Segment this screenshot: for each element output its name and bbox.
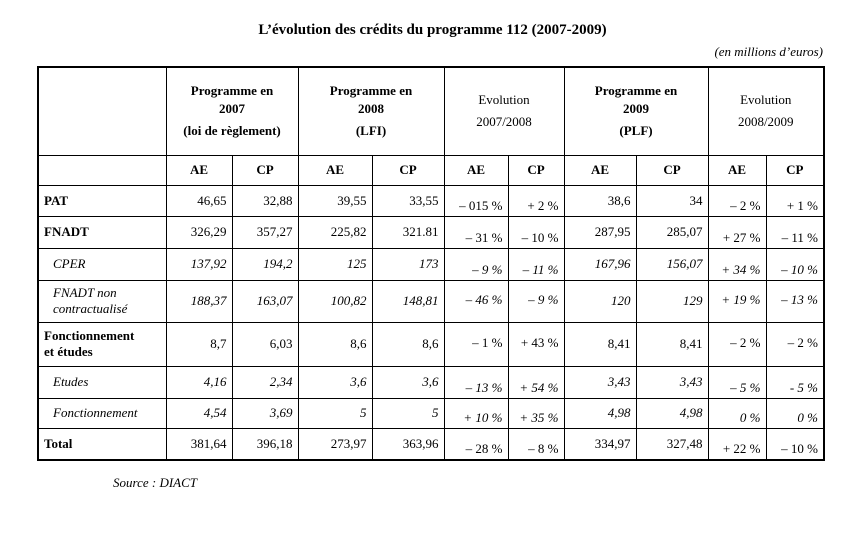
- cell: 125: [298, 248, 372, 280]
- cell: – 015 %: [444, 185, 508, 216]
- table-row: [38, 280, 824, 322]
- sub-header-cell: AE: [166, 155, 232, 185]
- cell: 188,37: [166, 280, 232, 322]
- cell: 8,7: [166, 322, 232, 366]
- header-row-sub: [38, 155, 824, 185]
- cell: 3,6: [372, 366, 444, 398]
- cell: + 22 %: [708, 428, 766, 460]
- table-title: L’évolution des crédits du programme 112 (2007-2009): [258, 22, 607, 38]
- cell: 33,55: [372, 185, 444, 216]
- cell: 34: [636, 185, 708, 216]
- cell: 327,48: [636, 428, 708, 460]
- cell: 321.81: [372, 216, 444, 248]
- sub-header-cell: AE: [708, 155, 766, 185]
- header-programme-2009: Programme en 2009 (PLF): [564, 67, 708, 155]
- table-row: [38, 248, 824, 280]
- sub-header-cell: AE: [298, 155, 372, 185]
- cell: 0 %: [766, 398, 824, 428]
- sub-header-cell: CP: [766, 155, 824, 185]
- cell: 4,54: [166, 398, 232, 428]
- cell: + 19 %: [708, 280, 766, 322]
- header-evolution-2007-2008: Evolution 2007/2008: [444, 67, 564, 155]
- cell: – 13 %: [766, 280, 824, 322]
- header-evolution-2008-2009: Evolution 2008/2009: [708, 67, 824, 155]
- cell: 120: [564, 280, 636, 322]
- cell: 8,41: [636, 322, 708, 366]
- cell: 6,03: [232, 322, 298, 366]
- cell: 46,65: [166, 185, 232, 216]
- credits-table: [37, 66, 825, 461]
- cell: 3,69: [232, 398, 298, 428]
- table-row: [38, 366, 824, 398]
- cell: + 35 %: [508, 398, 564, 428]
- cell: – 9 %: [508, 280, 564, 322]
- cell: – 8 %: [508, 428, 564, 460]
- sub-header-cell: AE: [444, 155, 508, 185]
- cell: 3,43: [636, 366, 708, 398]
- sub-header-cell: AE: [564, 155, 636, 185]
- cell: 38,6: [564, 185, 636, 216]
- cell: – 9 %: [444, 248, 508, 280]
- cell: 8,6: [298, 322, 372, 366]
- cell: 194,2: [232, 248, 298, 280]
- cell: – 5 %: [708, 366, 766, 398]
- unit-note: (en millions d’euros): [714, 44, 823, 59]
- cell: + 34 %: [708, 248, 766, 280]
- sub-header-cell: CP: [508, 155, 564, 185]
- cell: 4,16: [166, 366, 232, 398]
- row-label: Etudes: [38, 366, 166, 398]
- cell: 32,88: [232, 185, 298, 216]
- row-label: FNADT: [38, 216, 166, 248]
- cell: – 2 %: [766, 322, 824, 366]
- sub-header-cell: CP: [232, 155, 298, 185]
- cell: 396,18: [232, 428, 298, 460]
- cell: + 10 %: [444, 398, 508, 428]
- cell: + 1 %: [766, 185, 824, 216]
- cell: 273,97: [298, 428, 372, 460]
- sub-corner-cell: [38, 155, 166, 185]
- cell: – 13 %: [444, 366, 508, 398]
- cell: 357,27: [232, 216, 298, 248]
- cell: 363,96: [372, 428, 444, 460]
- table-row: [38, 322, 824, 366]
- source-note: Source : DIACT: [113, 475, 198, 490]
- cell: 326,29: [166, 216, 232, 248]
- cell: 163,07: [232, 280, 298, 322]
- table-row: [38, 398, 824, 428]
- cell: + 43 %: [508, 322, 564, 366]
- cell: – 11 %: [508, 248, 564, 280]
- row-label: Fonctionnement et études: [38, 322, 166, 366]
- cell: 167,96: [564, 248, 636, 280]
- row-label: Fonctionnement: [38, 398, 166, 428]
- table-row-total: [38, 428, 824, 460]
- cell: 129: [636, 280, 708, 322]
- cell: 381,64: [166, 428, 232, 460]
- cell: + 27 %: [708, 216, 766, 248]
- cell: 285,07: [636, 216, 708, 248]
- cell: 3,6: [298, 366, 372, 398]
- cell: - 5 %: [766, 366, 824, 398]
- cell: 137,92: [166, 248, 232, 280]
- cell: 100,82: [298, 280, 372, 322]
- cell: 5: [372, 398, 444, 428]
- row-label: Total: [38, 428, 166, 460]
- table-row: [38, 185, 824, 216]
- cell: 2,34: [232, 366, 298, 398]
- cell: 148,81: [372, 280, 444, 322]
- header-row-groups: [38, 67, 824, 155]
- cell: – 2 %: [708, 322, 766, 366]
- cell: 0 %: [708, 398, 766, 428]
- cell: – 1 %: [444, 322, 508, 366]
- cell: 173: [372, 248, 444, 280]
- cell: 5: [298, 398, 372, 428]
- cell: – 10 %: [508, 216, 564, 248]
- row-label: CPER: [38, 248, 166, 280]
- cell: 4,98: [636, 398, 708, 428]
- cell: – 2 %: [708, 185, 766, 216]
- header-programme-2007: Programme en 2007 (loi de règlement): [166, 67, 298, 155]
- row-label: FNADT non contractualisé: [38, 280, 166, 322]
- cell: 8,41: [564, 322, 636, 366]
- cell: – 10 %: [766, 248, 824, 280]
- cell: + 2 %: [508, 185, 564, 216]
- sub-header-cell: CP: [636, 155, 708, 185]
- cell: – 10 %: [766, 428, 824, 460]
- cell: + 54 %: [508, 366, 564, 398]
- cell: 4,98: [564, 398, 636, 428]
- cell: 287,95: [564, 216, 636, 248]
- cell: 8,6: [372, 322, 444, 366]
- cell: 3,43: [564, 366, 636, 398]
- cell: – 11 %: [766, 216, 824, 248]
- cell: 334,97: [564, 428, 636, 460]
- cell: – 31 %: [444, 216, 508, 248]
- cell: 156,07: [636, 248, 708, 280]
- table-row: [38, 216, 824, 248]
- cell: 39,55: [298, 185, 372, 216]
- cell: 225,82: [298, 216, 372, 248]
- row-label: PAT: [38, 185, 166, 216]
- corner-cell: [38, 67, 166, 155]
- cell: – 46 %: [444, 280, 508, 322]
- header-programme-2008: Programme en 2008 (LFI): [298, 67, 444, 155]
- sub-header-cell: CP: [372, 155, 444, 185]
- cell: – 28 %: [444, 428, 508, 460]
